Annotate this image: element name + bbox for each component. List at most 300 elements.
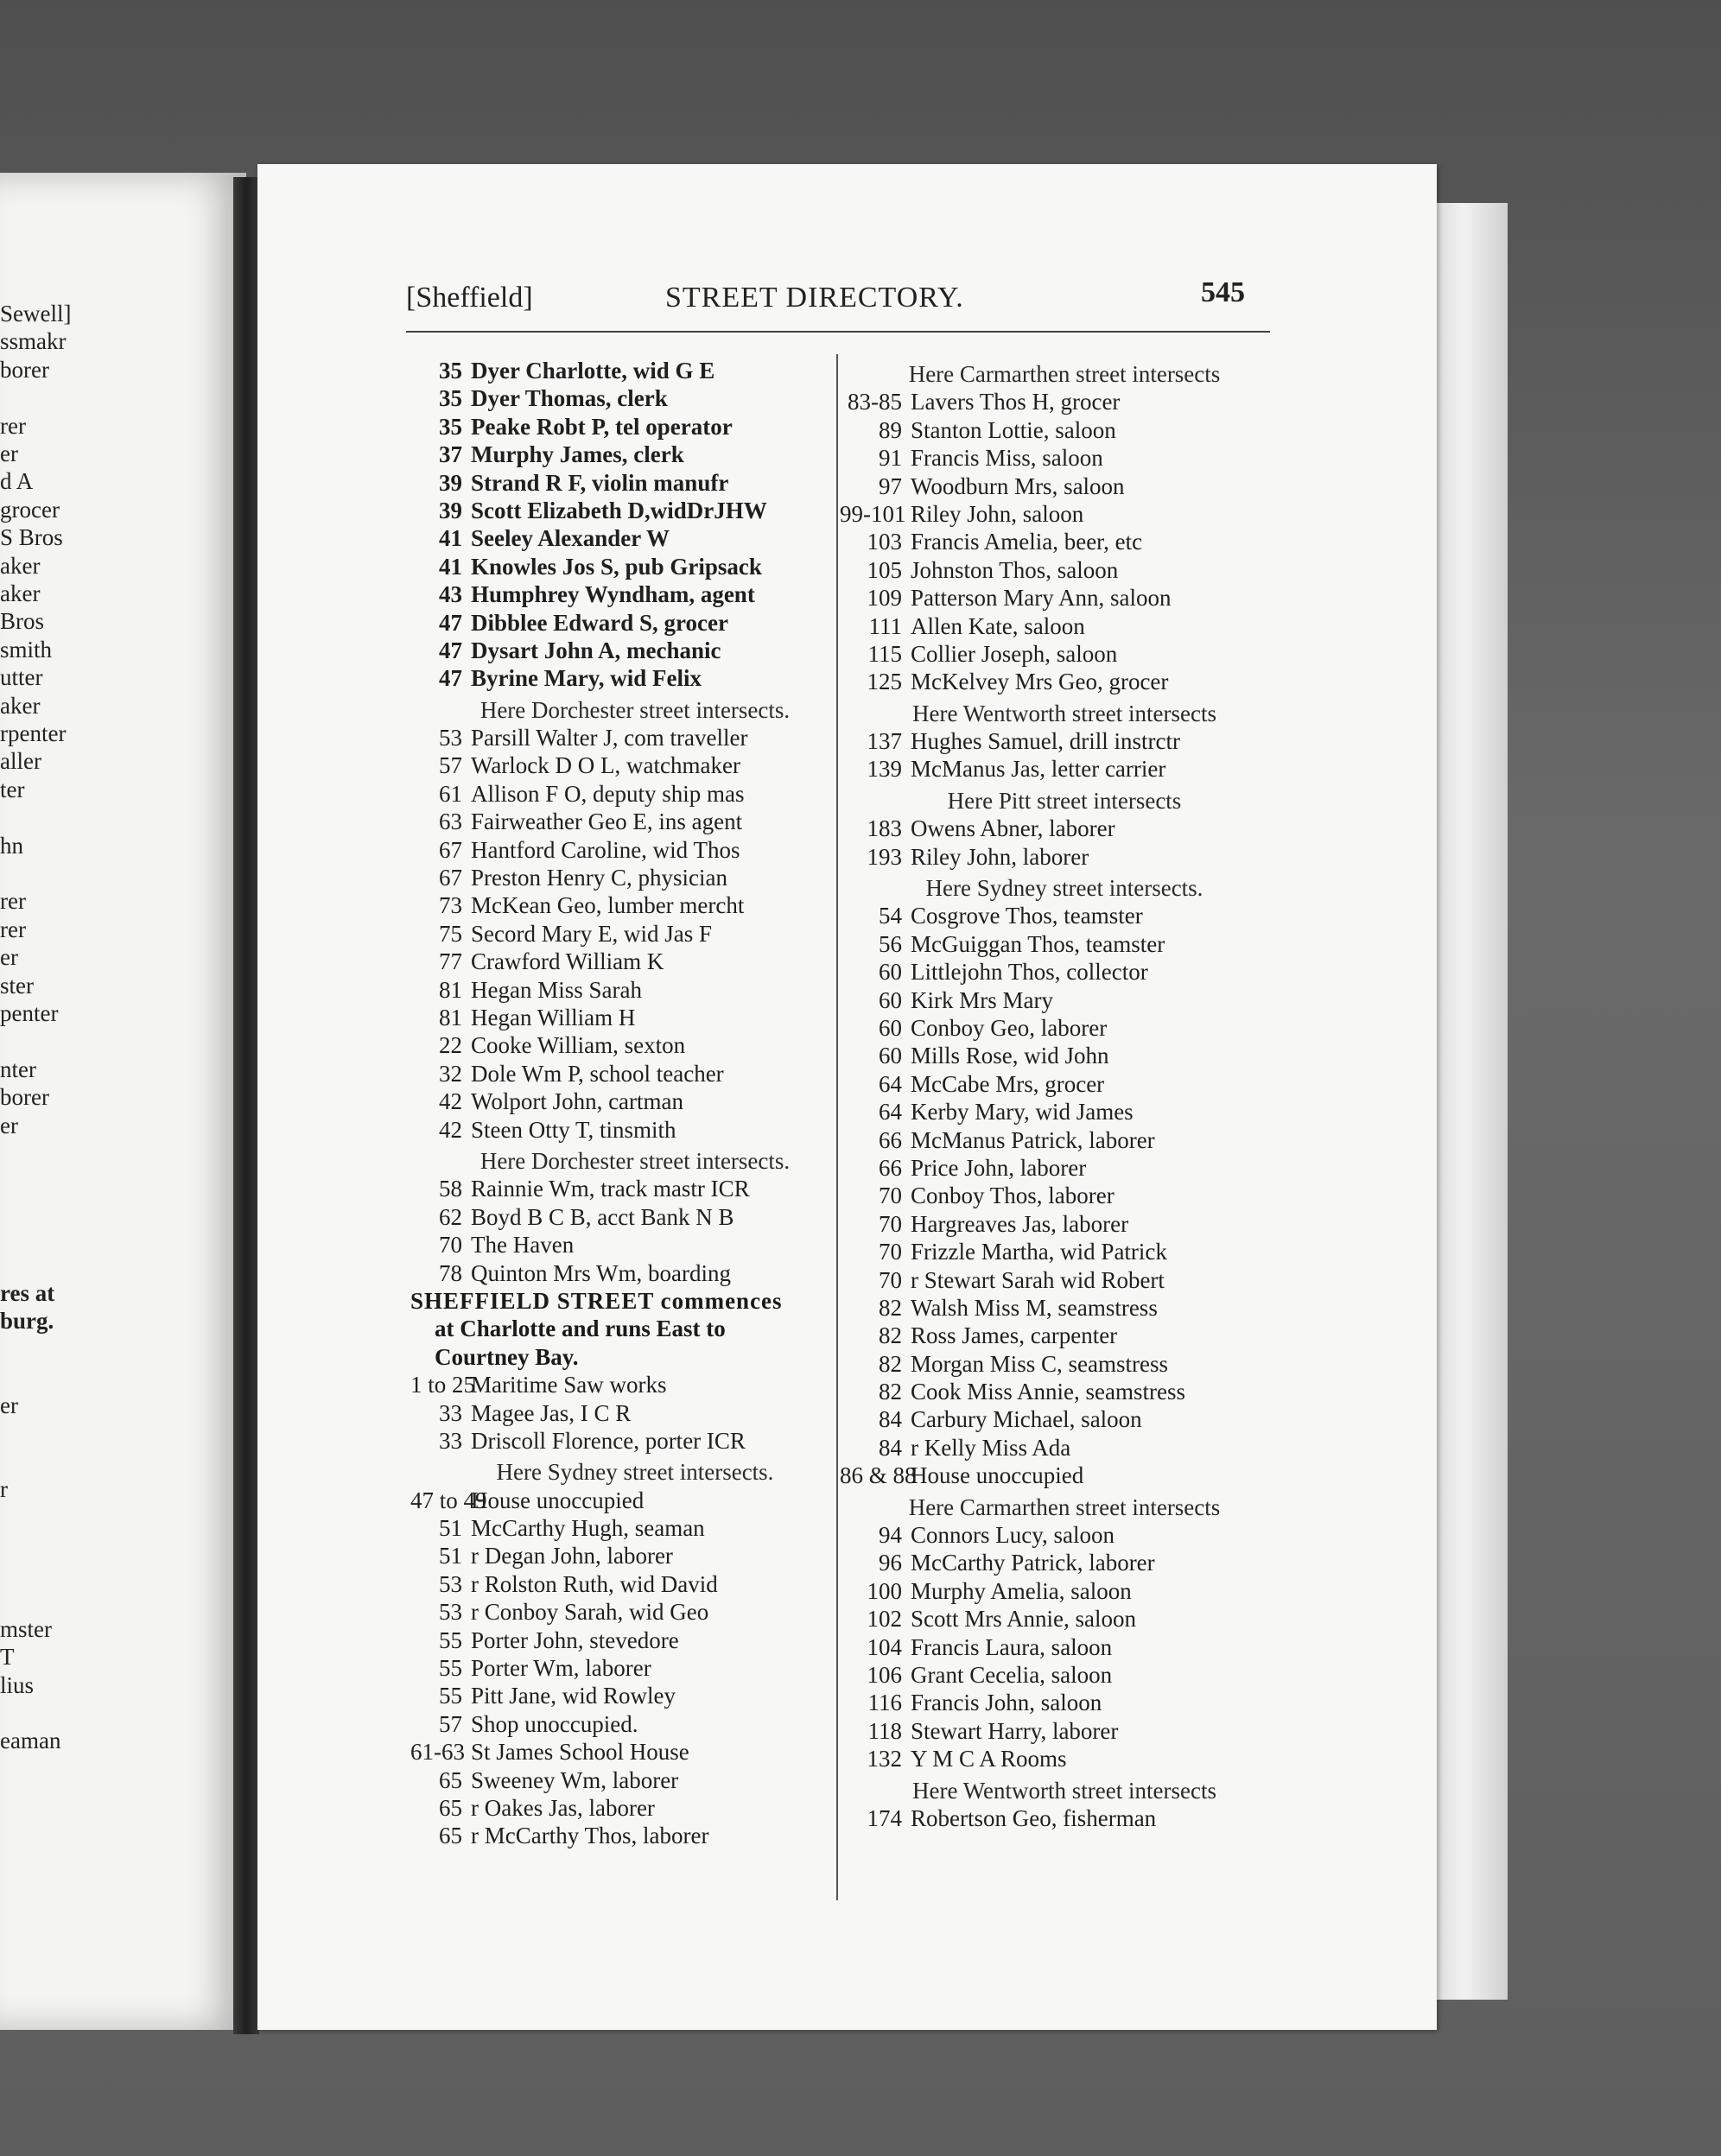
resident-name: Hughes Samuel, drill instrctr: [911, 728, 1180, 755]
house-number: 47: [439, 609, 462, 636]
house-number: 82: [879, 1379, 902, 1405]
directory-entry: [410, 1031, 860, 1059]
resident-name: Warlock D O L, watchmaker: [471, 752, 740, 779]
directory-entry: [410, 891, 860, 919]
directory-entry: [840, 472, 1289, 500]
directory-entry: [410, 384, 860, 412]
street-heading: [410, 1287, 860, 1371]
section-heading: Here Carmarthen street intersects: [908, 1493, 1221, 1520]
left-page-fragment: T: [0, 1644, 15, 1671]
house-number: 75: [439, 920, 462, 947]
left-page-fragment: res at: [0, 1280, 55, 1306]
house-number: 32: [439, 1060, 462, 1087]
left-page-fragment: penter: [0, 1000, 59, 1026]
house-number: 43: [439, 581, 462, 608]
resident-name: Kirk Mrs Mary: [911, 986, 1053, 1013]
directory-entry: [410, 976, 860, 1004]
directory-entry: [840, 958, 1289, 986]
house-number: 57: [439, 752, 462, 779]
directory-entry: [840, 815, 1289, 842]
directory-entry: [410, 1371, 860, 1398]
directory-entry: [840, 1322, 1289, 1349]
house-number: 116: [867, 1690, 902, 1716]
house-number: 47 to 49: [410, 1487, 487, 1513]
resident-name: Ross James, carpenter: [911, 1322, 1118, 1349]
resident-name: Conboy Thos, laborer: [911, 1183, 1115, 1209]
resident-name: McKelvey Mrs Geo, grocer: [911, 669, 1169, 695]
resident-name: Dole Wm P, school teacher: [471, 1060, 724, 1087]
house-number: 54: [879, 903, 902, 929]
resident-name: r McCarthy Thos, laborer: [471, 1823, 709, 1849]
directory-entry: [410, 1116, 860, 1144]
house-number: 70: [879, 1266, 902, 1293]
resident-name: Allen Kate, saloon: [911, 612, 1085, 639]
house-number: 60: [879, 959, 902, 986]
left-page-fragment: borer: [0, 356, 49, 383]
directory-entry: [840, 1098, 1289, 1126]
resident-name: Robertson Geo, fisherman: [911, 1804, 1157, 1831]
house-number: 105: [867, 556, 902, 583]
left-page-fragment: S Bros: [0, 524, 63, 551]
house-number: 22: [439, 1032, 462, 1059]
house-number: 111: [868, 612, 902, 639]
resident-name: Driscoll Florence, porter ICR: [471, 1427, 746, 1454]
house-number: 70: [879, 1239, 902, 1265]
house-number: 193: [867, 843, 902, 870]
directory-entry: [410, 1682, 860, 1709]
resident-name: Cooke William, sexton: [471, 1032, 686, 1059]
house-number: 78: [439, 1259, 462, 1286]
directory-entry: [410, 497, 860, 524]
directory-entry: [410, 1004, 860, 1031]
house-number: 73: [439, 892, 462, 919]
left-page-fragment: burg.: [0, 1308, 54, 1335]
house-number: 109: [867, 585, 902, 612]
left-page-fragment: r: [0, 1475, 8, 1502]
resident-name: McManus Patrick, laborer: [911, 1126, 1155, 1153]
resident-name: Kerby Mary, wid James: [911, 1099, 1134, 1126]
directory-entry: [840, 1717, 1289, 1745]
house-number: 35: [439, 385, 462, 412]
house-number: 82: [879, 1322, 902, 1349]
section-heading: Here Wentworth street intersects: [912, 700, 1216, 726]
left-page-fragment: utter: [0, 664, 43, 691]
house-number: 61: [439, 780, 462, 807]
house-number: 70: [879, 1183, 902, 1209]
house-number: 37: [439, 441, 462, 468]
resident-name: Dysart John A, mechanic: [471, 637, 721, 663]
resident-name: Mills Rose, wid John: [911, 1043, 1109, 1069]
resident-name: McGuiggan Thos, teamster: [911, 930, 1165, 957]
house-number: 81: [439, 1004, 462, 1030]
directory-entry: [840, 500, 1289, 528]
resident-name: Johnston Thos, saloon: [911, 556, 1119, 583]
directory-entry: [410, 864, 860, 891]
resident-name: Conboy Geo, laborer: [911, 1014, 1108, 1041]
house-number: 77: [439, 948, 462, 975]
house-number: 47: [439, 665, 462, 692]
section-heading: Here Pitt street intersects: [947, 787, 1182, 814]
directory-entry: [840, 1633, 1289, 1661]
house-number: 67: [439, 865, 462, 891]
directory-entry: [840, 1042, 1289, 1069]
house-number: 56: [879, 930, 902, 957]
house-number: 42: [439, 1116, 462, 1143]
directory-entry: [410, 751, 860, 779]
resident-name: Cook Miss Annie, seamstress: [911, 1379, 1186, 1405]
directory-entry: [410, 580, 860, 608]
directory-entry: [840, 1605, 1289, 1633]
resident-name: McKean Geo, lumber mercht: [471, 892, 745, 919]
directory-entry: [410, 1259, 860, 1287]
house-number: 97: [879, 472, 902, 499]
resident-name: Hegan William H: [471, 1004, 636, 1030]
left-page-fragment: er: [0, 441, 18, 466]
directory-entry: [840, 584, 1289, 612]
resident-name: Dibblee Edward S, grocer: [471, 609, 728, 636]
directory-entry: [840, 416, 1289, 444]
directory-entry: [840, 755, 1289, 783]
house-number: 66: [879, 1154, 902, 1181]
resident-name: Littlejohn Thos, collector: [911, 959, 1148, 986]
directory-entry: [410, 1710, 860, 1738]
header-section-label: [Sheffield]: [406, 282, 533, 314]
house-number: 115: [867, 640, 902, 667]
house-number: 41: [439, 525, 462, 552]
left-page-fragment: mster: [0, 1615, 52, 1642]
left-page-fragment: rer: [0, 412, 26, 439]
directory-entry: [840, 444, 1289, 472]
resident-name: Y M C A Rooms: [911, 1746, 1067, 1772]
left-page-fragment: er: [0, 944, 18, 971]
house-number: 139: [867, 756, 902, 783]
directory-entry: [840, 843, 1289, 871]
header-rule: [406, 331, 1270, 333]
directory-entry: [410, 1766, 860, 1794]
resident-name: Riley John, laborer: [911, 843, 1089, 870]
resident-name: Fairweather Geo E, ins agent: [471, 808, 743, 835]
house-number: 42: [439, 1088, 462, 1115]
resident-name: Francis Amelia, beer, etc: [911, 529, 1143, 555]
resident-name: Morgan Miss C, seamstress: [911, 1350, 1169, 1377]
directory-entry: [840, 556, 1289, 584]
resident-name: House unoccupied: [911, 1462, 1084, 1489]
directory-entry: [840, 986, 1289, 1014]
resident-name: r Kelly Miss Ada: [911, 1434, 1071, 1461]
house-number: 91: [879, 445, 902, 472]
directory-entry: [840, 1182, 1289, 1209]
directory-entry: [410, 1231, 860, 1259]
directory-entry: [840, 1350, 1289, 1378]
house-number: 51: [439, 1543, 462, 1569]
house-number: 55: [439, 1655, 462, 1682]
house-number: 65: [439, 1794, 462, 1821]
directory-entry: [840, 668, 1289, 695]
house-number: 125: [867, 669, 902, 695]
directory-entry: [840, 1014, 1289, 1042]
resident-name: Porter Wm, laborer: [471, 1655, 651, 1682]
resident-name: Allison F O, deputy ship mas: [471, 780, 745, 807]
directory-entry: [410, 1738, 860, 1766]
resident-name: Shop unoccupied.: [471, 1710, 638, 1737]
resident-name: St James School House: [471, 1739, 689, 1766]
directory-entry: [410, 1060, 860, 1088]
left-page-fragment: ster: [0, 972, 34, 999]
house-number: 66: [879, 1126, 902, 1153]
directory-entry: [840, 1521, 1289, 1549]
directory-entry: [840, 1070, 1289, 1098]
house-number: 53: [439, 1599, 462, 1626]
section-heading: Here Dorchester street intersects.: [479, 696, 791, 723]
left-page-fragment: rer: [0, 888, 26, 915]
resident-name: Francis Miss, saloon: [911, 445, 1103, 472]
directory-entry: [840, 1294, 1289, 1322]
directory-entry: [840, 1689, 1289, 1716]
resident-name: Hargreaves Jas, laborer: [911, 1210, 1129, 1237]
resident-name: Scott Elizabeth D,widDrJHW: [471, 497, 767, 523]
house-number: 64: [879, 1099, 902, 1126]
directory-entry: [840, 1238, 1289, 1265]
directory-entry: [410, 413, 860, 441]
resident-name: Pitt Jane, wid Rowley: [471, 1683, 676, 1709]
header-title: STREET DIRECTORY.: [665, 282, 964, 314]
house-number: 55: [439, 1683, 462, 1709]
resident-name: Porter John, stevedore: [471, 1627, 679, 1653]
directory-entry: [410, 724, 860, 751]
house-number: 65: [439, 1766, 462, 1793]
directory-entry: [840, 1210, 1289, 1238]
directory-entry: [840, 1378, 1289, 1405]
resident-name: McManus Jas, letter carrier: [911, 756, 1166, 783]
directory-entry: [410, 948, 860, 975]
house-number: 103: [867, 529, 902, 555]
directory-entry: [410, 920, 860, 948]
house-number: 89: [879, 416, 902, 443]
house-number: 33: [439, 1399, 462, 1426]
resident-name: Francis John, saloon: [911, 1690, 1102, 1716]
left-page-fragment: Sewell]: [0, 301, 72, 327]
section-heading: Here Carmarthen street intersects: [908, 361, 1221, 387]
house-number: 57: [439, 1710, 462, 1737]
section-heading: Here Sydney street intersects.: [496, 1459, 774, 1486]
directory-entry: [840, 1577, 1289, 1605]
resident-name: Humphrey Wyndham, agent: [471, 581, 755, 608]
house-number: 64: [879, 1070, 902, 1097]
left-page-fragment: rpenter: [0, 720, 67, 746]
house-number: 104: [867, 1633, 902, 1660]
resident-name: Byrine Mary, wid Felix: [471, 665, 702, 692]
page-header: [406, 276, 1270, 320]
directory-entry: [410, 1627, 860, 1654]
directory-entry: [410, 1654, 860, 1682]
house-number: 70: [879, 1210, 902, 1237]
resident-name: r Degan John, laborer: [471, 1543, 673, 1569]
directory-entry: [840, 1661, 1289, 1689]
resident-name: Connors Lucy, saloon: [911, 1522, 1115, 1549]
directory-entry: [410, 1175, 860, 1202]
resident-name: Parsill Walter J, com traveller: [471, 725, 748, 751]
directory-entry: [410, 441, 860, 468]
directory-entry: [840, 1804, 1289, 1832]
directory-entry: [840, 1549, 1289, 1576]
house-number: 61-63: [410, 1739, 465, 1766]
resident-name: Murphy James, clerk: [471, 441, 684, 468]
directory-entry: [840, 612, 1289, 640]
directory-entry: [410, 469, 860, 497]
resident-name: McCabe Mrs, grocer: [911, 1070, 1105, 1097]
directory-entry: [410, 1203, 860, 1231]
resident-name: Sweeney Wm, laborer: [471, 1766, 679, 1793]
house-number: 94: [879, 1522, 902, 1549]
directory-entry: [840, 1462, 1289, 1489]
directory-entry: [410, 1487, 860, 1514]
section-heading: Here Wentworth street intersects: [912, 1777, 1216, 1804]
left-page-fragment: aker: [0, 692, 41, 719]
house-number: 60: [879, 1043, 902, 1069]
house-number: 39: [439, 497, 462, 523]
resident-name: Seeley Alexander W: [471, 525, 670, 552]
section-heading: Here Sydney street intersects.: [925, 875, 1203, 902]
directory-entry: [410, 808, 860, 835]
resident-name: Woodburn Mrs, saloon: [911, 472, 1125, 499]
house-number: 70: [439, 1232, 462, 1259]
resident-name: Walsh Miss M, seamstress: [911, 1294, 1158, 1321]
left-page-fragment: aker: [0, 580, 41, 606]
house-number: 118: [867, 1717, 902, 1744]
resident-name: r Rolston Ruth, wid David: [471, 1570, 718, 1597]
left-page-fragment: rer: [0, 916, 26, 942]
directory-entry: [840, 1745, 1289, 1772]
directory-entry: [840, 1266, 1289, 1294]
directory-entry: [410, 524, 860, 552]
directory-entry: [840, 1405, 1289, 1433]
resident-name: Murphy Amelia, saloon: [911, 1577, 1132, 1604]
house-number: 62: [439, 1203, 462, 1230]
section-heading: Here Dorchester street intersects.: [479, 1147, 791, 1174]
resident-name: Quinton Mrs Wm, boarding: [471, 1259, 731, 1286]
resident-name: Hegan Miss Sarah: [471, 976, 642, 1003]
right-column: [840, 357, 1289, 1832]
resident-name: Knowles Jos S, pub Gripsack: [471, 553, 762, 580]
resident-name: Scott Mrs Annie, saloon: [911, 1606, 1136, 1633]
page-stack-edge: [1434, 203, 1508, 2000]
resident-name: Dyer Thomas, clerk: [471, 385, 668, 412]
directory-entry: [410, 780, 860, 808]
left-page: [0, 173, 246, 2030]
house-number: 63: [439, 808, 462, 835]
directory-entry: [840, 528, 1289, 555]
house-number: 137: [867, 728, 902, 755]
resident-name: Peake Robt P, tel operator: [471, 413, 733, 440]
resident-name: Maritime Saw works: [471, 1372, 667, 1398]
house-number: 58: [439, 1176, 462, 1202]
resident-name: The Haven: [471, 1232, 575, 1259]
book-spine: [233, 177, 259, 2034]
resident-name: Boyd B C B, acct Bank N B: [471, 1203, 734, 1230]
resident-name: Price John, laborer: [911, 1154, 1087, 1181]
house-number: 84: [879, 1434, 902, 1461]
resident-name: McCarthy Hugh, seaman: [471, 1515, 705, 1542]
house-number: 102: [867, 1606, 902, 1633]
directory-entry: [840, 1434, 1289, 1462]
house-number: 84: [879, 1406, 902, 1433]
resident-name: Cosgrove Thos, teamster: [911, 903, 1143, 929]
house-number: 60: [879, 986, 902, 1013]
directory-entry: [840, 388, 1289, 415]
directory-entry: [410, 1822, 860, 1849]
resident-name: Stewart Harry, laborer: [911, 1717, 1119, 1744]
resident-name: Dyer Charlotte, wid G E: [471, 358, 715, 384]
left-page-fragment: ssmakr: [0, 328, 67, 355]
house-number: 47: [439, 637, 462, 663]
left-page-fragment: hn: [0, 832, 23, 859]
house-number: 39: [439, 469, 462, 496]
directory-entry: [410, 1570, 860, 1598]
left-page-fragment: Bros: [0, 608, 45, 635]
resident-name: Owens Abner, laborer: [911, 815, 1115, 842]
house-number: 174: [867, 1804, 902, 1831]
street-heading-line: SHEFFIELD STREET commences: [410, 1287, 783, 1314]
resident-name: r Conboy Sarah, wid Geo: [471, 1599, 709, 1626]
street-heading-line: at Charlotte and runs East to: [435, 1316, 726, 1342]
left-page-fragment: smith: [0, 636, 53, 663]
house-number: 53: [439, 725, 462, 751]
house-number: 65: [439, 1823, 462, 1849]
house-number: 96: [879, 1550, 902, 1576]
resident-name: Carbury Michael, saloon: [911, 1406, 1142, 1433]
directory-entry: [840, 1154, 1289, 1182]
resident-name: Preston Henry C, physician: [471, 865, 727, 891]
left-page-fragment: grocer: [0, 496, 60, 523]
directory-entry: [410, 1088, 860, 1115]
resident-name: r Stewart Sarah wid Robert: [911, 1266, 1165, 1293]
house-number: 60: [879, 1014, 902, 1041]
left-page-fragment: er: [0, 1112, 18, 1138]
house-number: 106: [867, 1661, 902, 1688]
resident-name: Grant Cecelia, saloon: [911, 1661, 1113, 1688]
resident-name: Riley John, saloon: [911, 500, 1084, 527]
directory-entry: [410, 1399, 860, 1427]
resident-name: Hantford Caroline, wid Thos: [471, 836, 740, 863]
house-number: 81: [439, 976, 462, 1003]
house-number: 132: [867, 1746, 902, 1772]
directory-entry: [410, 836, 860, 864]
directory-entry: [410, 1542, 860, 1569]
street-heading-line: Courtney Bay.: [435, 1343, 579, 1370]
directory-entry: [840, 902, 1289, 929]
page-number: 545: [1201, 276, 1245, 308]
resident-name: House unoccupied: [471, 1487, 645, 1513]
directory-entry: [410, 553, 860, 580]
house-number: 53: [439, 1570, 462, 1597]
resident-name: Secord Mary E, wid Jas F: [471, 920, 712, 947]
directory-entry: [410, 1427, 860, 1455]
left-page-fragment: aller: [0, 748, 41, 775]
directory-entry: [410, 1514, 860, 1542]
directory-entry: [410, 637, 860, 664]
resident-name: r Oakes Jas, laborer: [471, 1794, 655, 1821]
left-page-fragment: d A: [0, 468, 34, 495]
resident-name: Stanton Lottie, saloon: [911, 416, 1116, 443]
house-number: 41: [439, 553, 462, 580]
left-page-fragment: nter: [0, 1056, 36, 1082]
resident-name: Frizzle Martha, wid Patrick: [911, 1239, 1167, 1265]
house-number: 1 to 25: [410, 1372, 476, 1398]
house-number: 51: [439, 1515, 462, 1542]
house-number: 82: [879, 1350, 902, 1377]
resident-name: Lavers Thos H, grocer: [911, 389, 1121, 415]
left-page-fragment: aker: [0, 552, 41, 579]
